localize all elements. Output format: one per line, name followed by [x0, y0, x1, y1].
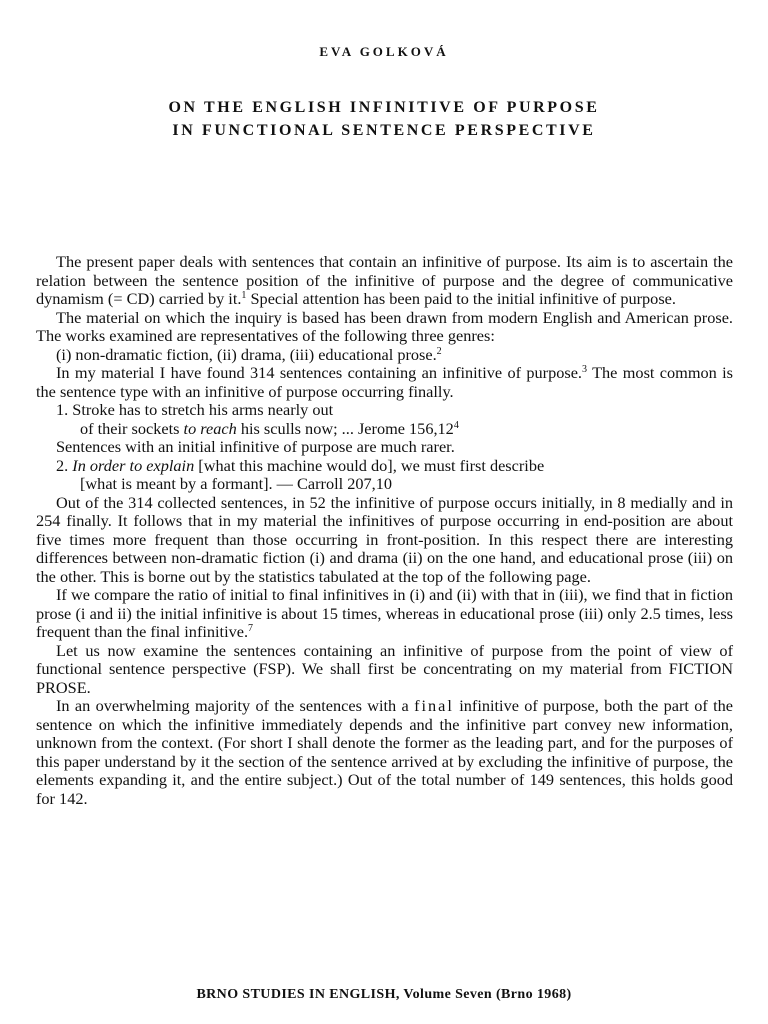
paper-title [0, 96, 768, 142]
example-2-line-1 [56, 457, 733, 476]
paragraph-1 [36, 253, 733, 309]
title-line-1: ON THE ENGLISH INFINITIVE OF PURPOSE [168, 99, 600, 116]
footnote-marker: 4 [453, 419, 459, 431]
example-1-text-a: of their sockets [80, 418, 184, 438]
paragraph-9-text-b: infinitive of purpose, both the part of the sentence on which the infinitive immediately depends and the infinitive part convey new information, unknown from the context. (For short I shall denote the former as the leading part, and for the purposes of this paper understand by it the section of the sentence arrived at by excluding the infinitive of purpose, the elements expanding it, and the entire subject.) Out of the total number of 149 sentences, this holds good for 142. [36, 696, 734, 808]
paragraph-4 [36, 364, 733, 401]
paragraph-4-text-a: In my material I have found 314 sentences containing an infinitive of purpose. [56, 363, 583, 382]
paragraph-9 [36, 697, 733, 808]
paragraph-9-spaced-word: final [414, 696, 454, 715]
paragraph-8: Let us now examine the sentences containing an infinitive of purpose from the point of view of functional sentence perspective (FSP). We shall first be concentrating on my material from FICTION PROSE. [36, 640, 733, 697]
title-line-2: IN FUNCTIONAL SENTENCE PERSPECTIVE [172, 122, 596, 139]
paragraph-1-text-b: Special attention has been paid to the initial infinitive of purpose. [246, 289, 676, 308]
paragraph-7 [36, 586, 733, 642]
footnote-marker: 7 [248, 623, 254, 634]
paragraph-5: Sentences with an initial infinitive of purpose are much rarer. [56, 437, 455, 456]
paragraph-1-text-a: The present paper deals with sentences that contain an infinitive of purpose. Its aim is to ascertain the relation between the sentence position of the infinitive of purpose and the degree of communicative dynamism (= CD) carried by it. [36, 252, 733, 308]
example-2-italic: In order to explain [72, 455, 195, 475]
example-1-line-1: 1. Stroke has to stretch his arms nearly out [56, 400, 334, 419]
example-2-text: [what this machine would do], we must first describe [194, 455, 545, 475]
journal-volume: Volume Seven (Brno 1968) [399, 987, 572, 1002]
example-1-text-b: his sculls now; ... Jerome 156,12 [236, 418, 454, 438]
paragraph-6: Out of the 314 collected sentences, in 52 the infinitive of purpose occurs initially, in 8 medially and in 254 finally. It follows that in my material the infinitives of purpose occurring in end-position are about five times more frequent than those occurring in front-position. In this respect there are interesting differences between non-dramatic fiction (i) and drama (ii) on the one hand, and educational prose (iii) on the other. This is borne out by the statistics tabulated at the top of the following page. [36, 492, 733, 586]
example-2-line-2: [what is meant by a formant]. — Carroll 207,10 [80, 474, 392, 493]
paragraph-9-text-a: In an overwhelming majority of the sentences with a [56, 696, 415, 715]
footnote-marker: 1 [241, 290, 247, 301]
example-2-number: 2. [56, 455, 73, 475]
journal-footer [0, 987, 768, 1003]
journal-name: BRNO STUDIES IN ENGLISH, [196, 987, 400, 1002]
footnote-marker: 3 [582, 364, 588, 375]
paragraph-7-text: If we compare the ratio of initial to final infinitives in (i) and (ii) with that in (iii), we find that in fiction prose (i and ii) the initial infinitive is about 15 times, whereas in educational prose (iii) only 2.5 times, less frequent than the final infinitive. [36, 585, 733, 641]
example-1 [36, 401, 733, 438]
paragraph-2: The material on which the inquiry is based has been drawn from modern English and American prose. The works examined are representatives of the following three genres: [36, 307, 733, 345]
paragraph-4-text-b: The most common is the sentence type with an infinitive of purpose occurring finally. [36, 363, 733, 401]
example-1-italic: to reach [183, 418, 237, 438]
footnote-marker: 2 [436, 345, 442, 357]
paragraph-3-text: (i) non-dramatic fiction, (ii) drama, (iii) educational prose. [56, 344, 437, 364]
example-2 [36, 457, 733, 494]
example-1-line-2 [56, 420, 733, 439]
body-text [36, 253, 733, 808]
author-name: EVA GOLKOVÁ [319, 44, 449, 59]
paragraph-3 [36, 346, 733, 365]
